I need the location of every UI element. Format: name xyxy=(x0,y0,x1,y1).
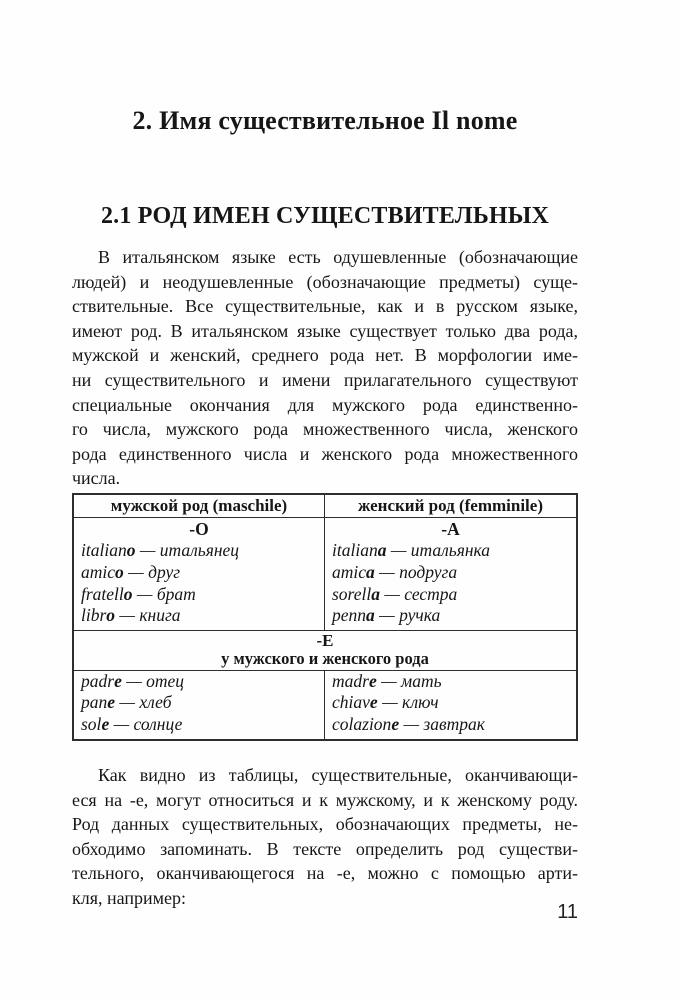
dash-separator: — xyxy=(109,714,134,735)
vocab-entry xyxy=(325,540,576,562)
vocab-entry xyxy=(74,692,324,714)
italian-word: italian xyxy=(81,539,127,560)
russian-translation: брат xyxy=(156,583,196,604)
italian-word: penn xyxy=(332,605,367,626)
italian-word: libr xyxy=(81,605,107,626)
italian-ending: e xyxy=(369,692,378,713)
russian-translation: итальянец xyxy=(159,539,240,560)
table-cell-ending-a xyxy=(325,518,576,630)
table-group-o-a xyxy=(74,517,576,630)
italian-word: sol xyxy=(81,714,102,735)
paragraph-line: числа. xyxy=(72,468,121,489)
russian-translation: ручка xyxy=(399,605,441,626)
vocab-entry xyxy=(74,540,324,562)
paragraph-line: Как видно из таблицы, существительные, оканчивающи- xyxy=(98,765,578,786)
paragraph-line: В итальянском языке есть одушевленные (обозначающие xyxy=(98,247,578,267)
italian-word: madr xyxy=(332,670,369,691)
russian-translation: хлеб xyxy=(139,692,172,713)
ending-note: у мужского и женского рода xyxy=(221,649,429,669)
chapter-title: 2. Имя существительное Il nome xyxy=(132,106,518,135)
dash-separator: — xyxy=(132,583,157,604)
vocab-entry xyxy=(74,671,324,693)
italian-word: amic xyxy=(81,561,116,582)
italian-word: amic xyxy=(332,561,367,582)
italian-ending: a xyxy=(366,561,375,582)
section-heading: 2.1 РОД ИМЕН СУЩЕСТВИТЕЛЬНЫХ xyxy=(100,203,550,229)
content-column xyxy=(72,0,578,911)
dash-separator: — xyxy=(123,561,149,582)
vocab-entry xyxy=(325,584,576,606)
italian-word: colazion xyxy=(332,714,392,735)
dash-separator: — xyxy=(379,583,405,604)
table-merged-row-e xyxy=(74,630,576,670)
dash-separator: — xyxy=(135,539,160,560)
russian-translation: друг xyxy=(148,561,181,582)
italian-word: chiav xyxy=(332,692,370,713)
dash-separator: — xyxy=(115,605,140,626)
italian-word: padr xyxy=(81,670,115,691)
italian-ending: o xyxy=(115,561,124,582)
vocab-entry xyxy=(325,714,576,736)
italian-ending: a xyxy=(377,539,387,560)
paragraph-line: людей) и неодушевленные (обозначающие предметы) суще- xyxy=(72,271,578,292)
vocab-entry xyxy=(74,605,324,627)
vocab-entry xyxy=(74,714,324,736)
dash-separator: — xyxy=(386,539,411,560)
paragraph-line: имеют род. В итальянском языке существует только два рода, xyxy=(72,320,578,341)
dash-separator: — xyxy=(377,692,402,713)
table-cell-e-masculine xyxy=(74,671,325,739)
paragraph-line: кля, например: xyxy=(72,887,187,908)
vocab-entry xyxy=(325,605,576,627)
vocab-entry xyxy=(325,562,576,584)
dash-separator: — xyxy=(374,605,400,626)
gender-endings-table xyxy=(72,493,578,741)
ending-label-a: -А xyxy=(441,518,460,539)
russian-translation: завтрак xyxy=(423,714,485,735)
italian-word: sorell xyxy=(332,583,372,604)
table-group-e xyxy=(74,670,576,739)
italian-ending: o xyxy=(126,539,136,560)
paragraph-line: мужской и женский, среднего рода нет. В морфологии име- xyxy=(72,345,578,366)
paragraph-line: тельного, оканчивающегося на -е, можно с помощью арти- xyxy=(72,863,578,884)
italian-word: fratell xyxy=(81,583,124,604)
russian-translation: солнце xyxy=(133,714,183,735)
italian-ending: a xyxy=(371,583,380,604)
paragraph-line: ни существительного и имени прилагательного существуют xyxy=(72,369,578,390)
italian-ending: e xyxy=(114,670,122,691)
vocab-entry xyxy=(325,671,576,693)
italian-ending: o xyxy=(123,583,133,604)
table-cell-e-feminine xyxy=(325,671,576,739)
paragraph-line: рода единственного числа и женского рода множественного xyxy=(72,443,578,464)
paragraph-after-table xyxy=(72,763,578,911)
italian-word: pan xyxy=(81,692,108,713)
italian-ending: a xyxy=(366,605,375,626)
russian-translation: книга xyxy=(139,605,181,626)
russian-translation: подруга xyxy=(399,561,458,582)
vocab-entry xyxy=(325,692,576,714)
table-header-feminine: женский род (femminile) xyxy=(358,495,543,515)
italian-ending: e xyxy=(391,714,400,735)
italian-ending: o xyxy=(106,605,116,626)
ending-label-o: -О xyxy=(189,518,209,539)
russian-translation: отец xyxy=(146,670,185,691)
dash-separator: — xyxy=(374,561,400,582)
ending-label-e: -Е xyxy=(316,631,334,651)
russian-translation: итальянка xyxy=(410,539,491,560)
russian-translation: ключ xyxy=(402,692,439,713)
paragraph-line: го числа, мужского рода множественного числа, женского xyxy=(72,419,578,440)
paragraph-intro xyxy=(72,245,578,491)
italian-ending: e xyxy=(101,714,110,735)
dash-separator: — xyxy=(121,670,147,691)
vocab-entry xyxy=(74,562,324,584)
paragraph-line: ствительные. Все существительные, как и в русском языке, xyxy=(72,296,578,317)
italian-ending: e xyxy=(107,692,116,713)
table-header-masculine: мужской род (maschile) xyxy=(74,495,325,517)
paragraph-line: еся на -е, могут относиться и к мужскому, и к женскому роду. xyxy=(72,789,578,810)
italian-word: italian xyxy=(332,539,378,560)
paragraph-line: специальные окончания для мужского рода единственно- xyxy=(72,394,578,415)
italian-ending: e xyxy=(368,670,377,691)
paragraph-line: обходимо запоминать. В тексте определить род существи- xyxy=(72,838,578,859)
page-number: 11 xyxy=(557,901,578,923)
table-cell-ending-o xyxy=(74,518,325,630)
russian-translation: мать xyxy=(401,670,442,691)
paragraph-line: Род данных существительных, обозначающих предметы, не- xyxy=(72,814,578,835)
table-header-row xyxy=(74,495,576,517)
russian-translation: сестра xyxy=(404,583,458,604)
vocab-entry xyxy=(74,584,324,606)
dash-separator: — xyxy=(399,714,424,735)
dash-separator: — xyxy=(376,670,402,691)
dash-separator: — xyxy=(115,692,140,713)
